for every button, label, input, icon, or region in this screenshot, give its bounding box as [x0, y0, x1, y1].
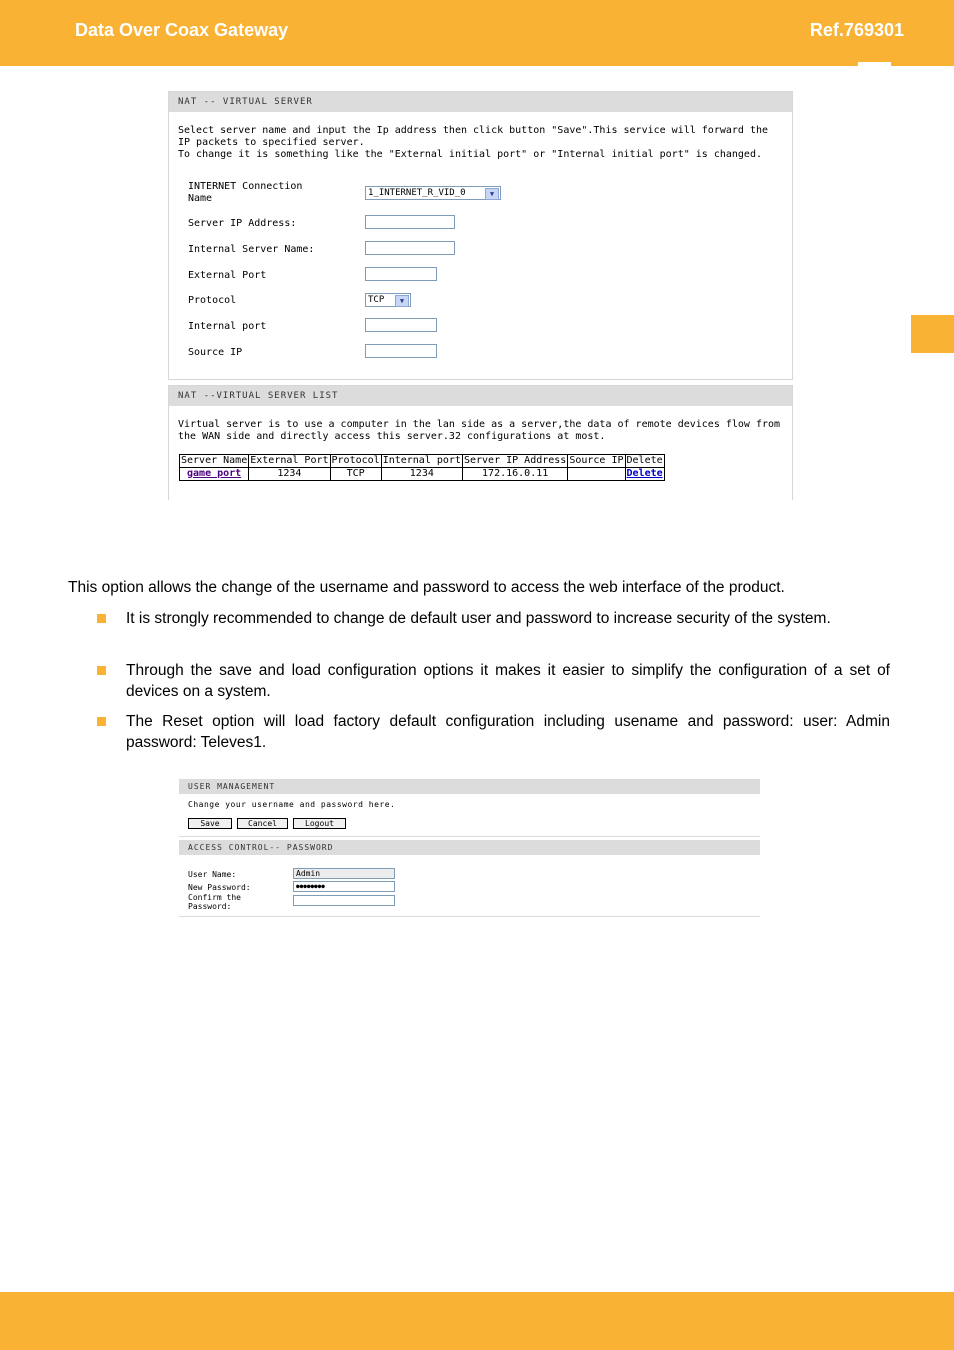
divider [179, 916, 760, 917]
column-header: Server IP Address [463, 455, 567, 466]
bullet-square-icon [97, 666, 106, 675]
protocol-cell: TCP [330, 468, 381, 481]
server-ip-cell: 172.16.0.11 [462, 468, 567, 481]
server-ip-label: Server IP Address: [188, 218, 297, 229]
server-name-cell [180, 468, 249, 481]
connection-name-label-2: Name [188, 193, 213, 204]
source-ip-label: Source IP [188, 347, 243, 358]
username-label: User Name: [188, 870, 237, 879]
bullet-square-icon [97, 717, 106, 726]
user-management-heading: USER MANAGEMENT [179, 779, 760, 794]
connection-name-select[interactable] [365, 186, 501, 200]
internal-server-name-label: Internal Server Name: [188, 244, 315, 255]
user-management-screenshot [179, 779, 760, 918]
column-header: Source IP [569, 455, 624, 466]
user-management-description: Change your username and password here. [188, 800, 396, 809]
internal-server-name-input[interactable] [365, 241, 455, 255]
username-field[interactable]: Admin [293, 868, 395, 879]
table-header-row [180, 455, 665, 468]
side-tab-marker [911, 315, 954, 353]
protocol-select[interactable] [365, 293, 411, 307]
chevron-down-icon: ▼ [395, 295, 409, 307]
intro-paragraph: This option allows the change of the username and password to access the web interface of the product. [68, 579, 785, 596]
column-header: Protocol [331, 455, 380, 466]
source-ip-input[interactable] [365, 344, 437, 358]
server-ip-input[interactable] [365, 215, 455, 229]
source-ip-cell [568, 468, 625, 481]
chevron-down-icon: ▼ [485, 188, 499, 200]
description-line: IP packets to specified server. [178, 137, 365, 148]
description-line: the WAN side and directly access this server.32 configurations at most. [178, 431, 606, 442]
bullet-text: It is strongly recommended to change de default user and password to increase security of the system. [126, 610, 831, 627]
column-header: External Port [250, 455, 329, 466]
new-password-field[interactable]: ●●●●●●●● [293, 881, 395, 892]
internal-port-label: Internal port [188, 321, 267, 332]
external-port-cell: 1234 [249, 468, 330, 481]
confirm-password-label: Confirm the [188, 893, 241, 902]
server-name-link[interactable]: game port [187, 468, 242, 479]
bullet-text: The Reset option will load factory default configuration including usename and password: user: Admin password: Televes1. [126, 713, 890, 751]
description-line: To change it is something like the "External initial port" or "Internal initial port" is changed. [178, 149, 762, 160]
bullet-square-icon [97, 614, 106, 623]
page-footer [0, 1292, 954, 1350]
protocol-value: TCP [368, 295, 385, 305]
confirm-password-field[interactable] [293, 895, 395, 906]
connection-name-value: 1_INTERNET_R_VID_0 [368, 188, 466, 198]
header-notch [858, 62, 891, 68]
internal-port-cell: 1234 [381, 468, 462, 481]
panel-heading: NAT -- VIRTUAL SERVER [169, 92, 792, 112]
delete-cell [625, 468, 664, 481]
virtual-server-table [179, 454, 665, 481]
cancel-button[interactable]: Cancel [237, 818, 288, 829]
delete-link[interactable]: Delete [626, 468, 663, 479]
bullet-text: Through the save and load configuration options it makes it easier to simplify the configuration of a set of devices on a system. [126, 662, 890, 700]
external-port-label: External Port [188, 270, 267, 281]
logout-button[interactable]: Logout [293, 818, 346, 829]
reference-number: Ref.769301 [809, 20, 904, 40]
column-header: Delete [626, 455, 663, 466]
protocol-label: Protocol [188, 295, 237, 306]
divider [179, 836, 760, 837]
new-password-label: New Password: [188, 883, 251, 892]
nat-virtual-server-panel [168, 91, 793, 380]
page-header [0, 0, 954, 66]
document-title: Data Over Coax Gateway [75, 20, 289, 40]
external-port-input[interactable] [365, 267, 437, 281]
description-line: Virtual server is to use a computer in the lan side as a server,the data of remote devices flow from [178, 419, 781, 430]
access-control-heading: ACCESS CONTROL-- PASSWORD [179, 840, 760, 855]
internal-port-input[interactable] [365, 318, 437, 332]
table-row [180, 468, 665, 481]
connection-name-label: INTERNET Connection [188, 181, 303, 192]
column-header: Internal port [382, 455, 461, 466]
panel-heading: NAT --VIRTUAL SERVER LIST [169, 386, 792, 406]
description-line: Select server name and input the Ip address then click button "Save".This service will forward the [178, 125, 769, 136]
confirm-password-label-2: Password: [188, 902, 232, 911]
save-button[interactable]: Save [188, 818, 232, 829]
nat-virtual-server-list-panel [168, 385, 793, 500]
column-header: Server Name [181, 455, 248, 466]
